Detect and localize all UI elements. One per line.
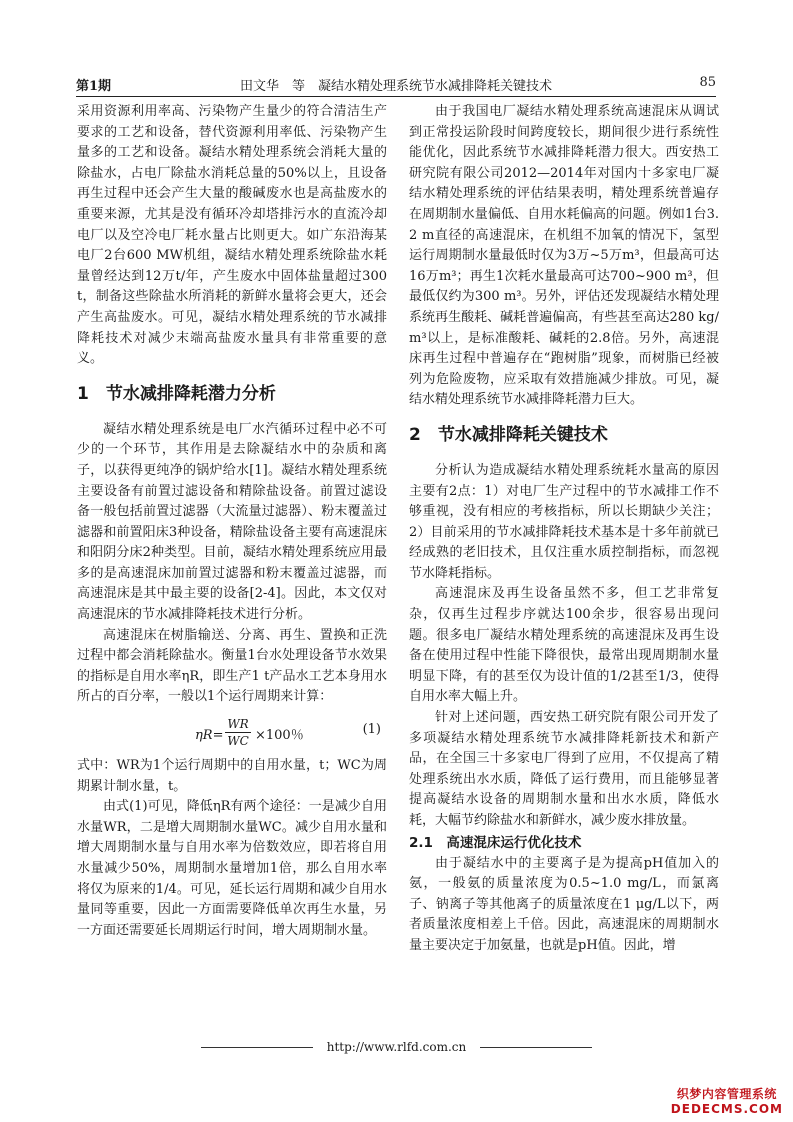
equation-numerator: WR	[225, 716, 251, 733]
subsection-heading: 2.1 高速混床运行优化技术	[409, 834, 582, 851]
equation-denominator: WC	[227, 734, 249, 749]
equation-lhs: ηR=	[195, 728, 224, 744]
left-column	[77, 102, 387, 941]
footer-rule-left	[201, 1047, 313, 1048]
page-footer	[0, 1040, 793, 1054]
equation-1	[77, 710, 387, 756]
paragraph: 由于我国电厂凝结水精处理系统高速混床从调试到正常投运阶段时间跨度较长，期间很少进行系统性能优化，因此系统节水减排降耗潜力很大。西安热工研究院有限公司2012—2014年对国内十多家电厂凝结水精处理系统的评估结果表明，精处理系统普遍存在周期制水量偏低、自用水耗偏高的问题。例如1台3.2 m直径的高速混床，在机组不加氧的情况下，氢型运行周期制水量最低时仅为3万~5万m³，但最高可达16万m³；再生1次耗水量最高可达700~900 m³，但最低仅约为300 m³。另外，评估还发现凝结水精处理系统再生酸耗、碱耗普遍偏高，有些甚至高达280 kg/m³以上，是标准酸耗、碱耗的2.8倍。另外，高速混床再生过程中普遍存在“跑树脂”现象，而树脂已经被列为危险废物，应采取有效措施减少排放。可见，凝结水精处理系统节水减排降耗潜力巨大。	[409, 104, 719, 408]
equation-fraction	[225, 716, 251, 749]
equation-number: (1)	[362, 722, 381, 738]
equation-multiplier: ×100％	[255, 728, 304, 744]
page-number: 85	[699, 75, 716, 90]
paragraph: 分析认为造成凝结水精处理系统耗水量高的原因主要有2点：1）对电厂生产过程中的节水减排工作不够重视，没有相应的考核指标，所以长期缺少关注；2）目前采用的节水减排降耗技术基本是十多年前就已经成熟的老旧技术，且仅注重水质控制指标，而忽视节水降耗指标。	[409, 462, 719, 581]
running-header	[76, 72, 716, 97]
paragraph: 高速混床及再生设备虽然不多，但工艺非常复杂，仅再生过程步序就达100余步，很容易出现问题。很多电厂凝结水精处理系统的高速混床及再生设备在使用过程中性能下降很快，最常出现周期制水量明显下降，有的甚至仅为设计值的1/2甚至1/3，使得自用水率大幅上升。	[409, 586, 719, 705]
watermark	[671, 1085, 783, 1116]
section-heading-2: 2 节水减排降耗关键技术	[409, 424, 608, 445]
paragraph: 由于凝结水中的主要离子是为提高pH值加入的氨，一般氨的质量浓度为0.5~1.0 mg/L，而氯离子、钠离子等其他离子的质量浓度在1 μg/L以下，两者质量浓度相差上千倍。因此，高速混床的周期制水量主要决定于加氨量，也就是pH值。因此，增	[409, 855, 719, 953]
paragraph: 由式(1)可见，降低ηR有两个途径：一是减少自用水量WR，二是增大周期制水量WC。减少自用水量和增大周期制水量与自用水率为倍数效应，即若将自用水量减少50%，周期制水量增加1倍，那么自用水率将仅为原来的1/4。可见，延长运行周期和减少自用水量同等重要，因此一方面需要降低单次再生水量，另一方面还需要延长周期运行时间，增大周期制水量。	[77, 799, 387, 938]
paragraph: 针对上述问题，西安热工研究院有限公司开发了多项凝结水精处理系统节水减排降耗新技术和新产品，在全国三十多家电厂得到了应用，不仅提高了精处理系统出水水质，降低了运行费用，而且能够显著提高凝结水设备的周期制水量和出水水质，降低水耗，大幅节约除盐水和新鲜水，减少废水排放量。	[409, 710, 719, 828]
running-title: 田文华 等 凝结水精处理系统节水减排降耗关键技术	[239, 79, 552, 94]
issue-number: 第1期	[76, 79, 112, 94]
watermark-line-2: DEDECMS.COM	[670, 1102, 783, 1116]
paragraph: 凝结水精处理系统是电厂水汽循环过程中必不可少的一个环节，其作用是去除凝结水中的杂质和离子，以获得更纯净的锅炉给水[1]。凝结水精处理系统主要设备有前置过滤设备和精除盐设备。前置过滤设备一般包括前置过滤器（大流量过滤器）、粉末覆盖过滤器和前置阳床3种设备，精除盐设备主要有高速混床和阳阴分床2种类型。目前，凝结水精处理系统应用最多的是高速混床加前置过滤器和粉末覆盖过滤器，而高速混床是其中最主要的设备[2-4]。因此，本文仅对高速混床的节水减排降耗技术进行分析。	[77, 421, 387, 623]
section-heading-1: 1 节水减排降耗潜力分析	[77, 383, 276, 404]
paragraph: 高速混床在树脂输送、分离、再生、置换和正洗过程中都会消耗除盐水。衡量1台水处理设备节水效果的指标是自用水率ηR，即生产1 t产品水工艺本身用水所占的百分率，一般以1个运行周期来计算：	[77, 627, 387, 705]
paragraph: 采用资源利用率高、污染物产生量少的符合清洁生产要求的工艺和设备，替代资源利用率低、污染物产生量多的工艺和设备。凝结水精处理系统会消耗大量的除盐水，占电厂除盐水消耗总量的50%以上，且设备再生过程中还会产生大量的酸碱废水也是高盐废水的重要来源，尤其是没有循环冷却塔排污水的直流冷却电厂以及空冷电厂耗水量占比则更大。如广东沿海某电厂2台600 MW机组，凝结水精处理系统除盐水耗量曾经达到12万t/年，产生废水中固体盐量超过300 t，制备这些除盐水所消耗的新鲜水量将会更大，还会产生高盐废水。可见，凝结水精处理系统的节水减排降耗技术对减少末端高盐废水量具有非常重要的意义。	[77, 104, 387, 367]
footer-url: http://www.rlfd.com.cn	[326, 1040, 467, 1054]
right-column	[409, 102, 719, 957]
watermark-line-1: 织梦内容管理系统	[676, 1087, 777, 1101]
paragraph: 式中：WR为1个运行周期中的自用水量，t；WC为周期累计制水量，t。	[77, 758, 387, 794]
footer-rule-right	[480, 1047, 592, 1048]
